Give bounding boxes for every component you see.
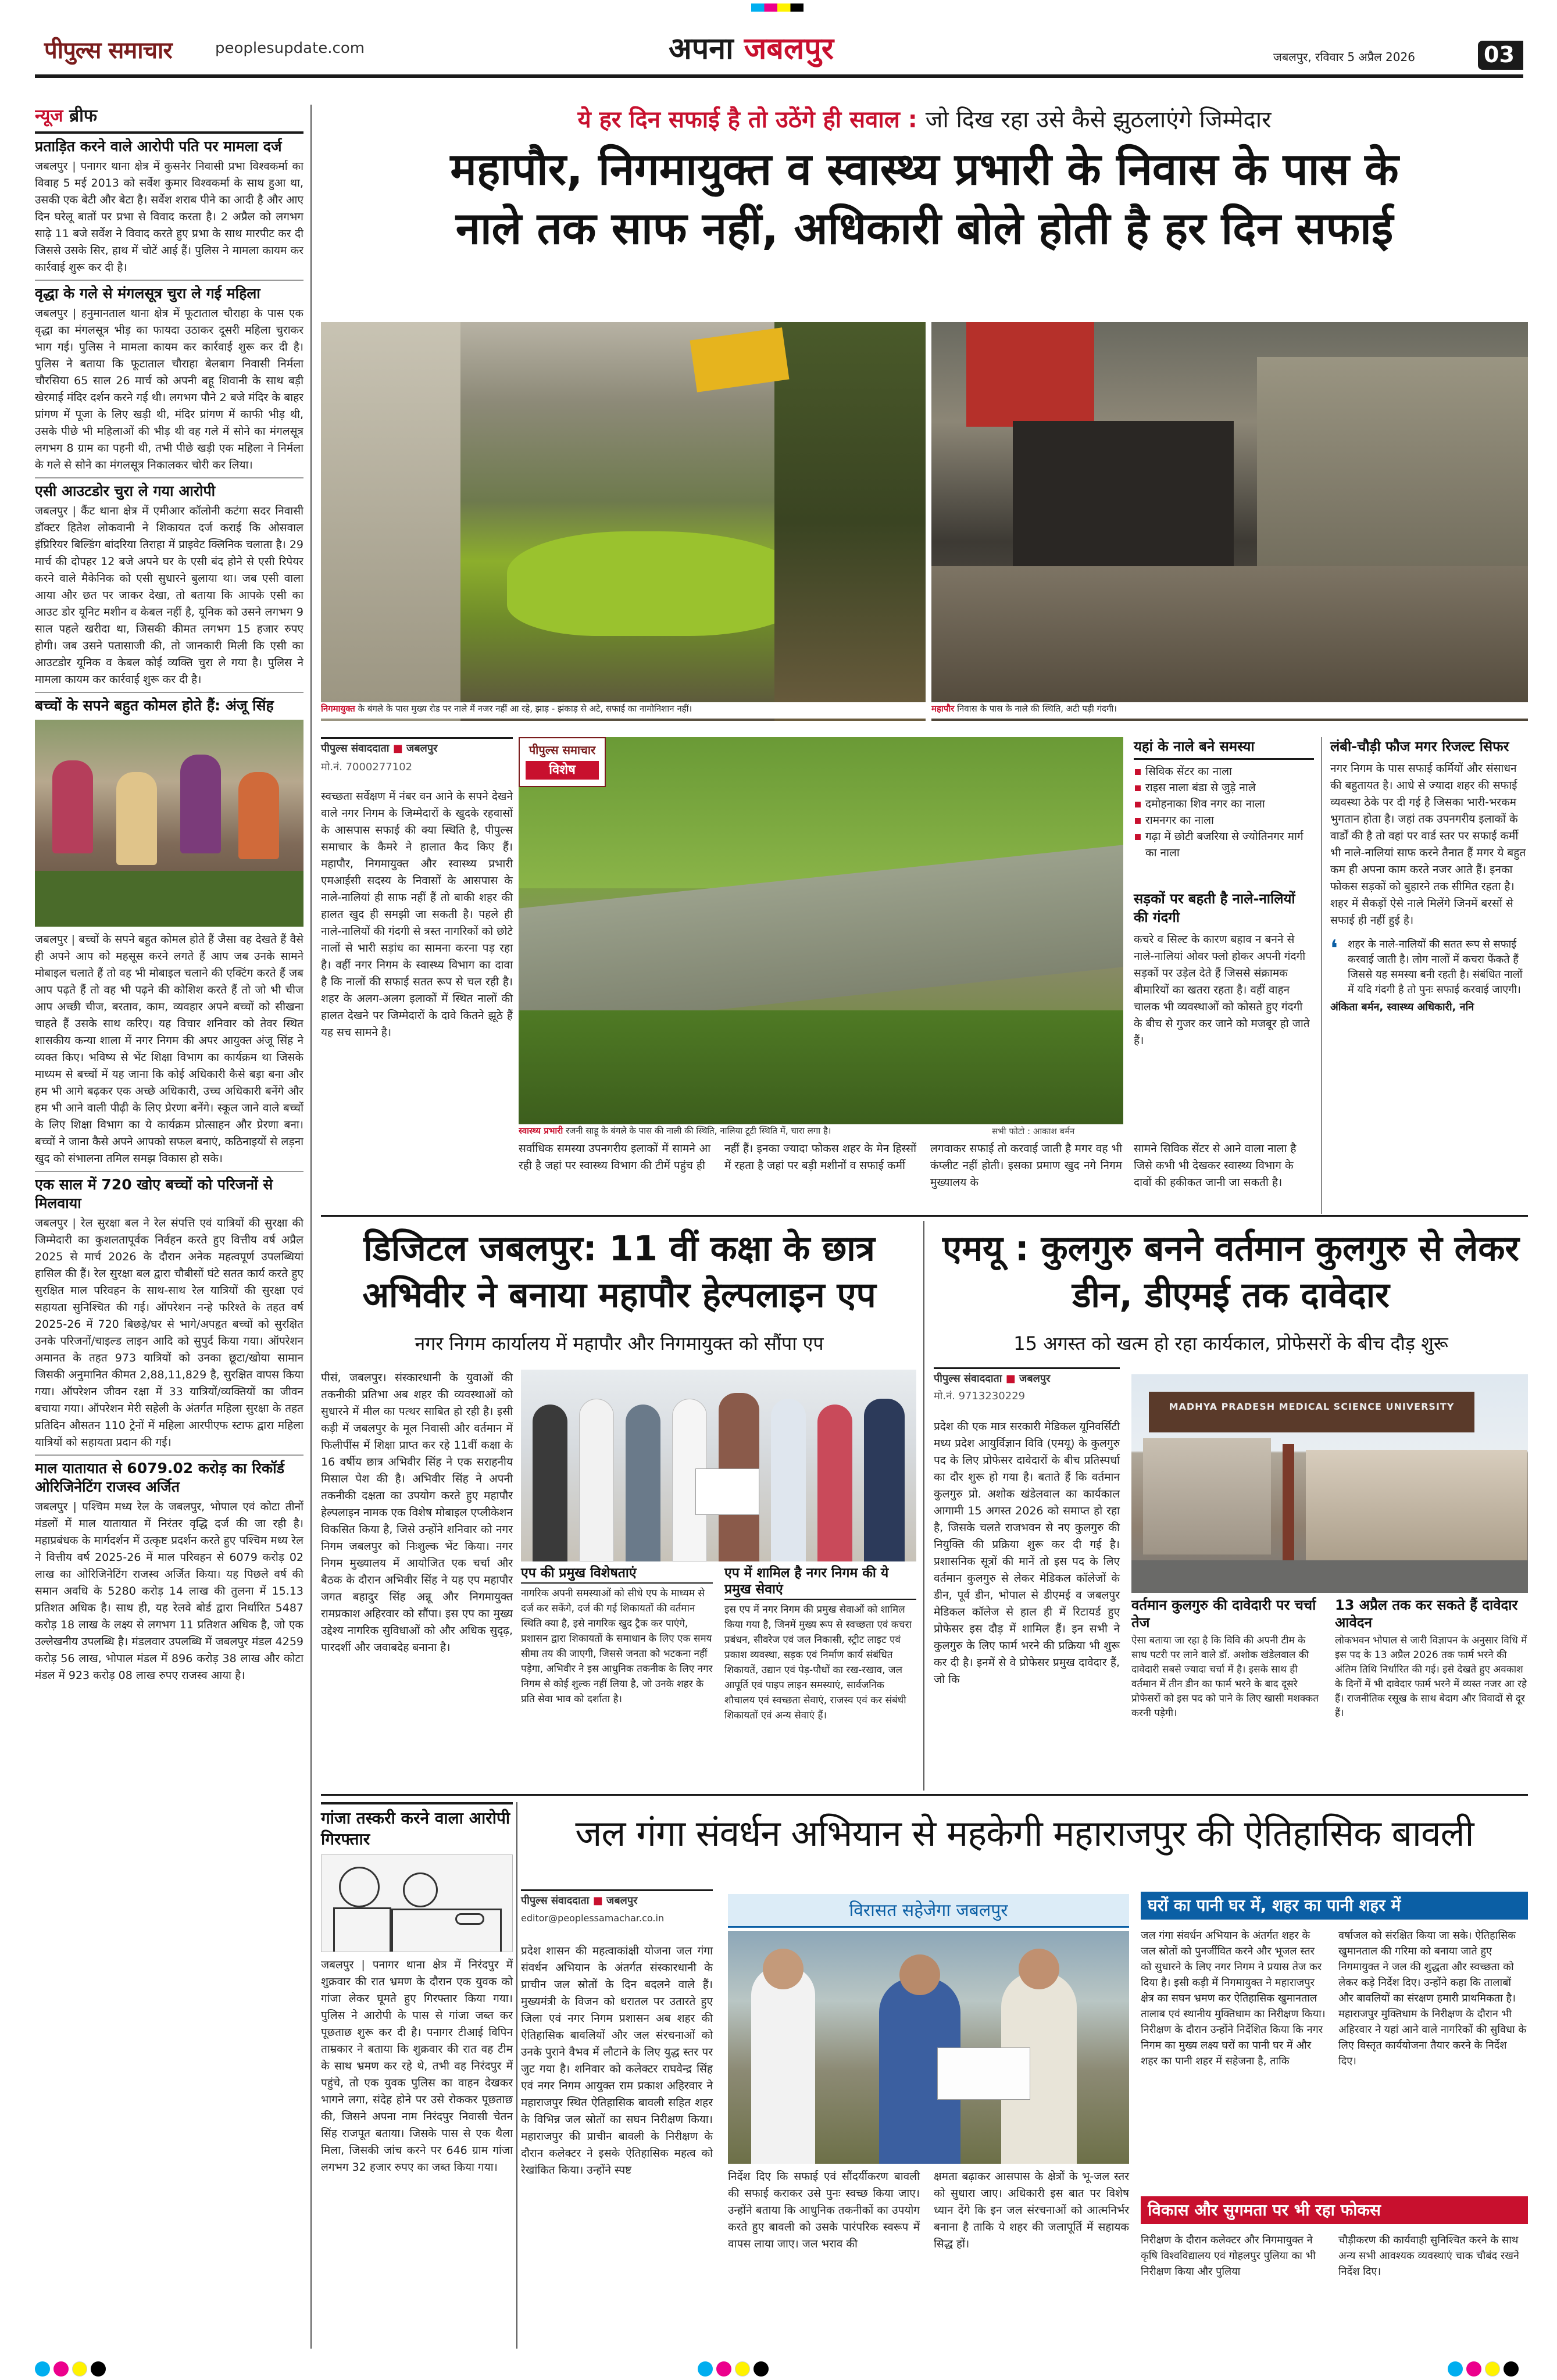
bawdi-col-2: निर्देश दिए कि सफाई एवं सौंदर्यीकरण बावली की सफाई कराकर उसे पुनः स्वच्छ किया जाए। उन्होंने बताया कि आधुनिक तकनीकों का उपयोग करते हुए बावली को उसके पारंपरिक स्वरूप में वापस लाया जाए। जल भराव की bbox=[728, 2170, 920, 2250]
bawdi-col-1: प्रदेश शासन की महत्वाकांक्षी योजना जल गंगा संवर्धन अभियान के अंतर्गत संस्कारधानी के प्राचीन जल स्रोतों के दिन बदलने वाले हैं। मुख्यमंत्री के विजन को धरातल पर उतारते हुए जिला एवं नगर निगम प्रशासन अब शहर की ऐतिहासिक बावलियों और जल संरचनाओं को उनके पुराने वैभव में लौटाने के लिए युद्ध स्तर पर जुट गया है। शनिवार को कलेक्टर राघवेन्द्र सिंह एवं नगर निगम आयुक्त राम प्रकाश अहिरवार ने महाराजपुर स्थित ऐतिहासिक बावली सहित शहर के विभिन्न जल स्रोतों का सघन निरीक्षण किया। महाराजपुर की प्राचीन बावली के निरीक्षण के दौरान कलेक्टर ने इसके ऐतिहासिक महत्व को रेखांकित किया। उन्होंने स्पष्ट bbox=[521, 1945, 713, 2177]
ganja-box bbox=[321, 1802, 513, 2176]
vc-deadline-title: 13 अप्रैल तक कर सकते हैं दावेदार आवेदन bbox=[1335, 1597, 1518, 1631]
brief-title[interactable]: एसी आउटडोर चुरा ले गया आरोपी bbox=[35, 483, 216, 499]
news-brief-label-b: ब्रीफ bbox=[69, 106, 97, 126]
section-city: जबलपुर bbox=[744, 31, 834, 66]
brief-title[interactable]: बच्चों के सपने बहुत कोमल होते हैं: अंजू सिंह bbox=[35, 697, 274, 714]
main-byline: पीपुल्स संवाददाता ■ जबलपुर मो.नं. 7000277102 bbox=[321, 737, 513, 775]
news-brief-column bbox=[35, 105, 303, 2349]
bawdi-col-3: क्षमता बढ़ाकर आसपास के क्षेत्रों के भू-जल स्तर को सुधारा जाए। अधिकारी इस बात पर विशेष ध्यान देंगे कि इन जल संरचनाओं को आत्मनिर्भर बनाना है ताकि ये शहर की जलापूर्ति में सहायक सिद्ध हों। bbox=[934, 2170, 1129, 2250]
kicker-black: जो दिख रहा उसे कैसे झुठलाएंगे जिम्मेदार bbox=[925, 106, 1272, 133]
headline-line-1: महापौर, निगमायुक्त व स्वास्थ्य प्रभारी के निवास के पास के bbox=[450, 143, 1399, 195]
quote-icon: ❛ bbox=[1330, 935, 1338, 962]
brief-item bbox=[35, 284, 303, 474]
photo-credit: सभी फोटो : आकाश बर्मन bbox=[988, 1125, 1078, 1137]
vc-body: प्रदेश की एक मात्र सरकारी मेडिकल यूनिवर्सिटी मध्य प्रदेश आयुर्विज्ञान विवि (एमयू) के कुलगुरु पद के लिए प्रोफेसर दावेदारों के बीच प्रतिस्पर्धा का दौर शुरू हो गया है। बताते हैं कि वर्तमान कुलगुरु प्रो. अशोक खंडेलवाल का कार्यकाल आगामी 15 अगस्त 2026 को समाप्त हो रहा है, जिसके चलते राजभवन से नए कुलगुरु की नियुक्ति की प्रक्रिया शुरू कर दी गई है। प्रशासनिक सूत्रों की मानें तो इस पद के लिए वर्तमान कुलगुरु से लेकर मेडिकल कॉलेजों के डीन, पूर्व डीन, भोपाल से डीएमई व जबलपुर मेडिकल कॉलेज से हाल ही में रिटायर्ड हुए प्रोफेसर इस दौड़ में शामिल हैं। इन सभी ने कुलगुरु के लिए फार्म भरने की प्रक्रिया भी शुरू कर दी है। इनमें से वे प्रोफेसर प्रमुख दावेदार हैं, जो कि bbox=[934, 1420, 1120, 1686]
mayor-drain-photo[interactable] bbox=[931, 322, 1528, 721]
main-story-col-3: नहीं हैं। इनका ज्यादा फोकस शहर के मेन हिस्सों में रहता है जहां पर बड़ी मशीनों व सफाई कर्मी bbox=[724, 1142, 916, 1172]
byline-email[interactable]: editor@peoplessamachar.co.in bbox=[521, 1913, 665, 1924]
app-services-box bbox=[724, 1565, 916, 1723]
university-photo[interactable] bbox=[1131, 1374, 1528, 1593]
problems-box bbox=[1134, 737, 1314, 861]
column-divider bbox=[310, 105, 312, 2349]
list-item: गढ़ा में छोटी बजरिया से ज्योतिनगर मार्ग का नाला bbox=[1134, 828, 1314, 861]
byline-reporter: पीपुल्स संवाददाता bbox=[521, 1895, 590, 1907]
army-title: लंबी-चौड़ी फौज मगर रिजल्ट सिफर bbox=[1330, 738, 1509, 755]
ghar-box bbox=[1141, 1892, 1528, 2067]
brief-title[interactable]: माल यातायात से 6079.02 करोड़ का रिकॉर्ड ओरिजिनेटिंग राजस्व अर्जित bbox=[35, 1460, 284, 1495]
reg-mark-top bbox=[751, 3, 804, 12]
caption-tag: स्वास्थ्य प्रभारी bbox=[519, 1125, 563, 1136]
ghar-col-2: वर्षाजल को संरक्षित किया जा सके। ऐतिहासिक खुमानताल की गरिमा को बनाया जाते हुए निगमायुक्त ने जल की शुद्धता और स्वच्छता को लेकर कड़े निर्देश दिए। उन्होंने कहा कि तालाबों और बावलियों का संरक्षण हमारी प्राथमिकता है। महाराजपुर मुक्तिधाम के निरीक्षण के दौरान भी अहिरवार ने यहां आने वाले नागरिकों की सुविधा के लिए विस्तृत कार्ययोजना तैयार करने के निर्देश दिए। bbox=[1338, 1929, 1527, 2067]
roads-title: सड़कों पर बहती है नाले-नालियों की गंदगी bbox=[1134, 891, 1295, 925]
commissioner-drain-photo[interactable] bbox=[321, 322, 926, 721]
byline-mobile: मो.नं. 7000277102 bbox=[321, 761, 413, 773]
news-brief-label-a: न्यूज bbox=[35, 106, 63, 126]
vc-byline: पीपुल्स संवाददाता ■ जबलपुर मो.नं. 9713230229 bbox=[934, 1367, 1120, 1404]
brief-item bbox=[35, 482, 303, 688]
app-handover-photo[interactable] bbox=[521, 1370, 916, 1561]
list-item: राइस नाला बंडा से जुड़े नाले bbox=[1134, 780, 1314, 796]
vikas-title: विकास और सुगमता पर भी रहा फोकस bbox=[1141, 2196, 1528, 2224]
brief-body: जबलपुर | हनुमानताल थाना क्षेत्र में फूटाताल चौराहा के पास एक वृद्धा का मंगलसूत्र भीड़ का फायदा उठाकर दूसरी महिला चुराकर भाग गई। पुलिस ने मामला कायम कर कार्रवाई शुरू कर दी है। पुलिस ने बताया कि फूटाताल चौराहा बेलबाग निवासी निर्मला चौरसिया 65 साल 26 मार्च को अपनी बहू शिवानी के साथ बड़ी खेरमाई मंदिर दर्शन करने गई थी। लगभग पौने 2 बजे मंदिर के बाहर प्रांगण में पूजा के लिए खड़ी थी, मंदिर प्रांगण में काफी भीड़ थी, उसके पीछे भी महिलाओं की भीड़ थी वह गले में सोने का मंगलसूत्र लगभग 8 ग्राम का पहनी थी, तभी पीछे खड़ी एक महिला ने निर्मला के गले से सोने का मंगलसूत्र निकालकर चोरी कर लिया। bbox=[35, 307, 303, 471]
main-story-col-4: लगवाकर सफाई तो करवाई जाती है मगर वह भी कंप्लीट नहीं होती। इसका प्रमाण खुद नगे निगम मुख्यालय के bbox=[930, 1142, 1122, 1189]
masthead-divider bbox=[35, 74, 1523, 78]
list-item: सिविक सेंटर का नाला bbox=[1134, 763, 1314, 780]
vc-claim-body: ऐसा बताया जा रहा है कि विवि की अपनी टीम के साथ पटरी पर लाने वाले डॉ. अशोक खंडेलवाल की दावेदारी सबसे ज्यादा चर्चा में है। इसके साथ ही वर्तमान में तीन डीन का फार्म भरने के बाद दूसरे प्रोफेसरों को इस पद को पाने के लिए खासी मशक्कत करनी पड़ेगी। bbox=[1131, 1635, 1319, 1719]
section-prefix: अपना bbox=[669, 31, 734, 66]
section-divider bbox=[321, 1215, 1528, 1217]
caption-text: के बंगले के पास मुख्य रोड पर नाले में नजर नहीं आ रहे, झाड़ - झंकाड़ से अटे, सफाई का नामोनिशान नहीं। bbox=[358, 703, 692, 714]
caption-tag: महापौर bbox=[931, 703, 955, 714]
byline-city: जबलपुर bbox=[606, 1895, 638, 1907]
quote-text: शहर के नाले-नालियों की सतत रूप से सफाई करवाई जाती है। लोग नालों में कचरा फेंकते हैं जिससे यह समस्या बनी रहती है। संबंधित नालों में यदि गंदगी है तो पुनः सफाई करवाई जाएगी। bbox=[1348, 938, 1523, 996]
vc-headline[interactable]: एमयू : कुलगुरु बनने वर्तमान कुलगुरु से लेकर डीन, डीएमई तक दावेदार bbox=[942, 1228, 1519, 1316]
school-event-photo[interactable] bbox=[35, 720, 303, 927]
website-link[interactable]: peoplesupdate.com bbox=[215, 40, 365, 57]
logo-text: पीपुल्स समाचार bbox=[44, 37, 172, 64]
vc-deadline-box bbox=[1335, 1596, 1528, 1721]
brief-item bbox=[35, 1175, 303, 1451]
roads-body: कचरे व सिल्ट के कारण बहाव न बनने से नाले-नालियां ओवर फ्लो होकर अपनी गंदगी सड़कों पर उड़ेल देते हैं जिससे संक्रामक बीमारियों का खतरा रहता है। वहीं वाहन चालक भी व्यवस्थाओं को कोसते हुए गंदगी के बीच से गुजर कर जाने को मजबूर हो जाते हैं। bbox=[1134, 933, 1310, 1047]
digital-body: पीसं, जबलपुर। संस्कारधानी के युवाओं की तकनीकी प्रतिभा अब शहर की व्यवस्थाओं को सुधारने में मील का पत्थर साबित हो रही है। इसी कड़ी में जबलपुर के मूल निवासी और वर्तमान में फिलीपींस में शिक्षा प्राप्त कर रहे 11वीं कक्षा के 16 वर्षीय छात्र अभिवीर सिंह ने एक सराहनीय मिसाल पेश की है। अभिवीर सिंह ने अपनी तकनीकी दक्षता का उपयोग करते हुए महापौर हेल्पलाइन नामक एक विशेष मोबाइल एप्लीकेशन विकसित किया है, जिसे उन्होंने शनिवार को नगर निगम जबलपुर को निःशुल्क भेंट किया। नगर निगम मुख्यालय में आयोजित एक चर्चा और बैठक के दौरान अभिवीर सिंह ने यह एप महापौर जगत बहादुर सिंह अन्नू और निगमायुक्त रामप्रकाश अहिरवार को सौंपा। इस एप का मुख्य उद्देश्य नागरिक सुविधाओं को और अधिक सुदृढ़, पारदर्शी और जवाबदेह बनाना है। bbox=[321, 1371, 513, 1654]
heritage-banner bbox=[728, 1894, 1129, 1928]
vc-claim-title: वर्तमान कुलगुरु की दावेदारी पर चर्चा तेज bbox=[1131, 1597, 1316, 1631]
problems-title: यहां के नाले बने समस्या bbox=[1134, 737, 1314, 760]
vikas-col-2: चौड़ीकरण की कार्यवाही सुनिश्चित करने के साथ अन्य सभी आवश्यक व्यवस्थाएं चाक चौबंद रखने निर्देश दिए। bbox=[1338, 2234, 1519, 2278]
main-story-col-5: सामने सिविक सेंटर से आने वाला नाला है जिसे कभी भी देखकर स्वास्थ्य विभाग के दावों की हकीकत जानी जा सकती है। bbox=[1134, 1142, 1297, 1189]
heritage-banner-text: विरासत सहेजेगा जबलपुर bbox=[849, 1900, 1008, 1921]
byline-reporter: पीपुल्स संवाददाता bbox=[934, 1373, 1002, 1385]
problems-list bbox=[1134, 763, 1314, 861]
byline-reporter: पीपुल्स संवाददाता bbox=[321, 742, 390, 755]
ghar-col-1: जल गंगा संवर्धन अभियान के अंतर्गत शहर के जल स्रोतों को पुनर्जीवित करने और भूजल स्तर को सुधारने के लिए नगर निगम ने प्रयास तेज कर दिया है। इसी कड़ी में निगमायुक्त ने महाराजपुर क्षेत्र का सघन भ्रमण कर ऐतिहासिक खुमानताल तालाब एवं स्थानीय मुक्तिधाम का निरीक्षण किया। निरीक्षण के दौरान उन्होंने निर्देशित किया कि नगर निगम का मुख्य लक्ष्य घरों का पानी घर में और शहर का पानी शहर में सहेजना है, ताकि bbox=[1141, 1929, 1326, 2067]
features-title: एप की प्रमुख विशेषताएं bbox=[521, 1565, 713, 1584]
main-story-col-2: सर्वाधिक समस्या उपनगरीय इलाकों में सामने आ रही है जहां पर स्वास्थ्य विभाग की टीमें पहुंच ही bbox=[519, 1142, 710, 1172]
university-sign: MADHYA PRADESH MEDICAL SCIENCE UNIVERSITY bbox=[1169, 1401, 1455, 1412]
brief-item bbox=[35, 1459, 303, 1684]
ghar-title: घरों का पानी घर में, शहर का पानी शहर में bbox=[1141, 1892, 1528, 1920]
features-body: नागरिक अपनी समस्याओं को सीधे एप के माध्यम से दर्ज कर सकेंगे, दर्ज की गई शिकायतों की वर्तमान स्थिति क्या है, इसे नागरिक खुद ट्रैक कर पाएंगे, प्रशासन द्वारा शिकायतों के समाधान के लिए एक समय सीमा तय की जाएगी, जिससे जनता को भटकना नहीं पड़ेगा, अभिवीर ने इस आधुनिक तकनीक के लिए नगर निगम से कोई शुल्क नहीं लिया है, जो उनके शहर के प्रति सेवा भाव को दर्शाता है। bbox=[521, 1588, 713, 1705]
kicker bbox=[326, 103, 1523, 136]
vikas-col-1: निरीक्षण के दौरान कलेक्टर और निगमायुक्त ने कृषि विश्वविद्यालय एवं गोहलपुर पुलिया का भी निरीक्षण किया और पुलिया bbox=[1141, 2234, 1316, 2278]
headline-line-2: नाले तक साफ नहीं, अधिकारी बोले होती है हर दिन सफाई bbox=[455, 202, 1394, 254]
brief-body: जबलपुर | पनागर थाना क्षेत्र में कुसनेर निवासी प्रभा विश्वकर्मा का विवाह 5 मई 2013 को सर्वेश कुमार विश्वकर्मा के साथ हुआ था, उसकी एक बेटी और बेटा है। सर्वेश शराब पीने का आदी है और आए दिन घरेलू बातों पर प्रभा से विवाद करता है। 2 अप्रैल को लगभग साढ़े 11 बजे सर्वेश ने विवाद करते हुए प्रभा के साथ मारपीट कर दी जिससे उसके सिर, हाथ में चोटें आई हैं। पुलिस ने मामला कायम कर कार्रवाई शुरू कर दी है। bbox=[35, 160, 303, 274]
section-title bbox=[669, 30, 834, 67]
bawdi-headline[interactable]: जल गंगा संवर्धन अभियान से महकेगी महाराजपुर की ऐतिहासिक बावली bbox=[575, 1812, 1474, 1854]
brief-title[interactable]: वृद्धा के गले से मंगलसूत्र चुरा ले गई महिला bbox=[35, 285, 260, 302]
accused-sketch-photo[interactable] bbox=[321, 1854, 513, 1952]
list-item: दमोहनाका शिव नगर का नाला bbox=[1134, 796, 1314, 812]
section-divider bbox=[321, 1794, 1528, 1796]
quote-attribution: अंकिता बर्मन, स्वास्थ्य अधिकारी, ननि bbox=[1330, 1001, 1474, 1013]
vikas-box bbox=[1141, 2196, 1528, 2278]
digital-subhead: नगर निगम कार्यालय में महापौर और निगमायुक्त को सौंपा एप bbox=[415, 1332, 824, 1355]
photo-caption-2 bbox=[931, 702, 1528, 719]
inspection-photo[interactable] bbox=[728, 1931, 1129, 2164]
brief-item bbox=[35, 696, 303, 1167]
health-incharge-drain-photo[interactable] bbox=[519, 737, 1123, 1141]
caption-tag: निगमायुक्त bbox=[321, 703, 355, 714]
brief-body: जबलपुर | बच्चों के सपने बहुत कोमल होते हैं जैसा वह देखते हैं वैसे ही अपने आप को महसूस करने लगते हैं आप जब उनके सामने मोबाइल चलाते हैं तो वह भी मोबाइल चलाने की एक्टिंग करते हैं जब आप पढ़ते हैं तो वह भी पढ़ने की कोशिश करते हैं तो जो भी चीज आप अच्छी चीज, बरताव, काम, व्यवहार अपने बच्चों को सीखना चाहते हैं उसके साथ करिए। यह विचार शनिवार को तेवर स्थित शासकीय कन्या शाला में नगर निगम की अपर आयुक्त अंजू सिंह ने व्यक्त किए। भविष्य से भेंट शिक्षा विभाग का कार्यक्रम था जिसके माध्यम से बच्चों में यह जाना कि कोई अधिकारी कैसे बड़ा बना और हम भी आगे बढ़कर एक अच्छे अधिकारी, उच्च अधिकारी बनेंगे और हम भी आने वाली पीढ़ी के लिए प्रेरणा बनेंगे। स्कूल जाने वाले बच्चों के लिए शिक्षा विभाग का ये कार्यक्रम प्रोत्साहन और प्रेरणा बना। बच्चों ने जाना कैसे अपने आपको सफल बनाएं, कठिनाइयों से लड़ना खुद को संभालना तमिल समझ विकास हो सके। bbox=[35, 933, 303, 1165]
app-features-box bbox=[521, 1565, 713, 1707]
column-divider bbox=[516, 1802, 517, 2349]
list-item: रामनगर का नाला bbox=[1134, 812, 1314, 828]
quote-block bbox=[1330, 937, 1528, 998]
column-divider bbox=[1321, 737, 1322, 1214]
services-title: एप में शामिल है नगर निगम की ये प्रमुख सेवाएं bbox=[724, 1565, 916, 1600]
lead-headline[interactable] bbox=[321, 140, 1528, 258]
roads-box bbox=[1134, 889, 1314, 1049]
newspaper-logo[interactable] bbox=[44, 35, 172, 63]
brief-item bbox=[35, 137, 303, 276]
vishesh-label: विशेष bbox=[526, 761, 599, 780]
brief-title[interactable]: प्रताड़ित करने वाले आरोपी पति पर मामला दर्ज bbox=[35, 138, 282, 155]
photo-caption-1 bbox=[321, 702, 926, 719]
services-body: इस एप में नगर निगम की प्रमुख सेवाओं को शामिल किया गया है, जिनमें मुख्य रूप से स्वच्छता एवं कचरा प्रबंधन, सीवरेज एवं जल निकासी, स्ट्रीट लाइट एवं प्रकाश व्यवस्था, सड़क एवं निर्माण कार्य संबंधित शिकायतें, उद्यान एवं पेड़-पौधों का रख-रखाव, जल आपूर्ति एवं पाइप लाइन समस्याएं, सार्वजनिक शौचालय एवं स्वच्छता सेवाएं, राजस्व एवं कर संबंधी शिकायतों एवं अन्य सेवाएं हैं। bbox=[724, 1604, 912, 1721]
vc-claim-box bbox=[1131, 1596, 1323, 1721]
kicker-red: ये हर दिन सफाई है तो उठेंगे ही सवाल : bbox=[577, 106, 917, 133]
ganja-body: जबलपुर | पनागर थाना क्षेत्र में निरंदपुर में शुक्रवार की रात भ्रमण के दौरान एक युवक को गांजा लेकर घूमते हुए गिरफ्तार किया गया। पुलिस ने आरोपी के पास से गांजा जब्त कर पूछताछ शुरू कर दी है। पनागर टीआई विपिन ताम्रकार ने बताया कि शुक्रवार की रात वह टीम के साथ भ्रमण कर रहे थे, तभी वह निरंदपुर में पहुंचे, तो एक युवक पुलिस का वाहन देखकर भागने लगा, संदेह होने पर उसे रोककर पूछताछ की, जिसने अपना नाम निरंदपुर निवासी चेतन सिंह राजपूत बताया। जिसके पास से एक थैला मिला, जिसकी जांच करने पर 646 ग्राम गांजा लगभग 32 हजार रुपए का जब्त किया गया। bbox=[321, 1959, 513, 2174]
brief-body: जबलपुर | रेल सुरक्षा बल ने रेल संपत्ति एवं यात्रियों की सुरक्षा की जिम्मेदारी का कुशलतापूर्वक निर्वहन करते हुए वित्तीय वर्ष अप्रैल 2025 से मार्च 2026 के दौरान अनेक महत्वपूर्ण उपलब्धियां हासिल की हैं। रेल सुरक्षा बल द्वारा चौबीसों घंटे सतत कार्य करते हुए सुरक्षित माल परिवहन के साथ-साथ रेल यात्रियों की सुरक्षा एवं सहायता सुनिश्चित की गई। ऑपरेशन नन्हे फरिश्ते के तहत वर्ष 2025-26 में 720 बिछड़े/घर से भागे/अपहृत बच्चों को सुरक्षित उनके परिजनों/चाइल्ड लाइन आदि को सुपुर्द किया गया। ऑपरेशन अमानत के तहत 973 यात्रियों को उनका छूटा/खोया सामान जिसकी अनुमानित कीमत 2,88,11,829 है, सुरक्षित वापस किया गया। ऑपरेशन जीवन रक्षा में 33 यात्रियों/व्यक्तियों का जीवन बचाया गया। ऑपरेशन मेरी सहेली के अंतर्गत महिला सुरक्षा के तहत प्रतिदिन औसतन 110 ट्रेनों में महिला आरपीएफ स्टाफ द्वारा महिला यात्रियों को सहायता प्रदान की गई। bbox=[35, 1217, 303, 1449]
vc-subhead: 15 अगस्त को खत्म हो रहा कार्यकाल, प्रोफेसरों के बीच दौड़ शुरू bbox=[1013, 1332, 1448, 1355]
column-divider bbox=[923, 1221, 924, 1791]
vishesh-logo: पीपुल्स समाचार bbox=[528, 743, 596, 757]
brief-body: जबलपुर | पश्चिम मध्य रेल के जबलपुर, भोपाल एवं कोटा तीनों मंडलों में माल यातायात में निरंतर वृद्धि दर्ज की जा रही है। महाप्रबंधक के मार्गदर्शन में उत्कृष्ट प्रदर्शन करते हुए पश्चिम मध्य रेल ने वित्तीय वर्ष 2025-26 में माल परिवहन से 6079 करोड़ 02 लाख का ओरिजिनेटिंग राजस्व अर्जित किया। यह पिछले वर्ष की समान अवधि के 5280 करोड़ 14 लाख की तुलना में 15.13 प्रतिशत अधिक है। साथ ही, यह रेलवे बोर्ड द्वारा निर्धारित 5487 करोड़ 18 लाख के लक्ष्य से लगभग 11 प्रतिशत अधिक है, जो एक उल्लेखनीय उपलब्धि है। मंडलवार उपलब्धि में जबलपुर मंडल 4259 करोड़ 56 लाख, भोपाल मंडल में 896 करोड़ 38 लाख और कोटा मंडल में 923 करोड़ 08 लाख रुपए राजस्व आया है। bbox=[35, 1500, 303, 1682]
page-number: 03 bbox=[1484, 42, 1515, 67]
digital-headline[interactable]: डिजिटल जबलपुर: 11 वीं कक्षा के छात्र अभिवीर ने बनाया महापौर हेल्पलाइन एप bbox=[362, 1228, 876, 1316]
vishesh-badge bbox=[519, 737, 606, 787]
army-box bbox=[1330, 737, 1528, 1015]
news-brief-label bbox=[35, 105, 303, 128]
issue-date: जबलपुर, रविवार 5 अप्रैल 2026 bbox=[1273, 50, 1415, 64]
byline-city: जबलपुर bbox=[1019, 1373, 1051, 1385]
caption-text: रजनी साहू के बंगले के पास की नाली की स्थिति, नालिया टूटी स्थिति में, चारा लगा है। bbox=[566, 1125, 831, 1136]
caption-text: निवास के पास के नाले की स्थिति, अटी पड़ी गंदगी। bbox=[957, 703, 1117, 714]
ganja-headline[interactable]: गांजा तस्करी करने वाला आरोपी गिरफ्तार bbox=[321, 1802, 513, 1850]
color-registration-marks bbox=[0, 2358, 1557, 2380]
main-story-col-1: स्वच्छता सर्वेक्षण में नंबर वन आने के सपने देखने वाले नगर निगम के जिम्मेदारों के खुदके रहवासों के आसपास सफाई की क्या स्थिति है, पीपुल्स समाचार के कैमरे ने हालात कैद किए हैं। महापौर, निगमायुक्त और स्वास्थ्य प्रभारी एमआईसी सदस्य के निवासों के आसपास के नाले-नालियां ही साफ नहीं हैं तो बाकी शहर की हालत खुद ही समझी जा सकती है। पहले ही नाले-नालियों की गंदगी से त्रस्त नागरिकों को छोटे नालों से भारी सड़ांध का सामना करना पड़ रहा है। वहीं नगर निगम के स्वास्थ्य विभाग का दावा है कि नालों की सफाई सतत रूप से चल रही है। शहर के अलग-अलग इलाकों में स्थित नालों की हालत देखने पर जिम्मेदारों के दावे कितने झूठे हैं यह सच सामने है। bbox=[321, 790, 513, 1039]
army-body: नगर निगम के पास सफाई कर्मियों और संसाधन की बहुतायत है। आधे से ज्यादा शहर की सफाई व्यवस्था ठेके पर दी गई है जिसका भारी-भरकम भुगतान होता है। जहां तक उपनगरीय इलाकों के वार्डों की है तो वहां पर वार्ड स्तर पर सफाई कर्मी भी नाले-नालियां साफ करने तैनात हैं मगर ये बहुत कम ही अपना काम करते नजर आते हैं। इनका फोकस सड़कों को बुहारने तक सीमित रहता है। शहर में सैकड़ों ऐसे नाले मिलेंगे जिनमें बरसों से सफाई ही नहीं हुई है। bbox=[1330, 762, 1526, 927]
byline-city: जबलपुर bbox=[406, 742, 438, 755]
byline-mobile: मो.नं. 9713230229 bbox=[934, 1390, 1026, 1402]
brief-title[interactable]: एक साल में 720 खोए बच्चों को परिजनों से मिलवाया bbox=[35, 1176, 273, 1212]
brief-body: जबलपुर | कैंट थाना क्षेत्र में एमीआर कॉलोनी कटंगा सदर निवासी डॉक्टर हितेश लोकवानी ने शिकायत दर्ज कराई कि ओसवाल इंप्रिरियर बिल्डिंग बांदरिया तिराहा में प्राइवेट क्लिनिक चलाता है। 29 मार्च की दोपहर 12 बजे अपने घर के एसी बंद होने से एसी रिपेयर करने वाले मैकेनिक को एसी सुधारने बुलाया था। जब एसी वाला आया और छत पर जाकर देखा, तो बताया कि आपके एसी का आउट डोर यूनिट मशीन व केबल नहीं है, यूनिक को उसने लगभग 9 साल पहले खरीदा था, जिसकी कीमत लगभग 15 हजार रुपए होगी। जब उसने पतासाजी की, तो जानकारी मिली कि एसी का आउटडोर यूनिक व केबल कोई व्यक्ति चुरा ले गया है। पुलिस ने मामला कायम कर कार्रवाई शुरू कर दी है। bbox=[35, 505, 303, 686]
bawdi-byline: पीपुल्स संवाददाता ■ जबलपुर editor@peoplessamachar.co.in bbox=[521, 1889, 713, 1926]
vc-deadline-body: लोकभवन भोपाल से जारी विज्ञापन के अनुसार विधि में इस पद के 13 अप्रैल 2026 तक फार्म भरने की अंतिम तिथि निर्धारित की गई। इसे देखते हुए अवकाश के दिनों में भी दावेदार फार्म भरने में व्यस्त नजर आ रहे हैं। राजनीतिक रसूख के साथ बेदाग और विवादों से दूर हैं। bbox=[1335, 1635, 1527, 1719]
